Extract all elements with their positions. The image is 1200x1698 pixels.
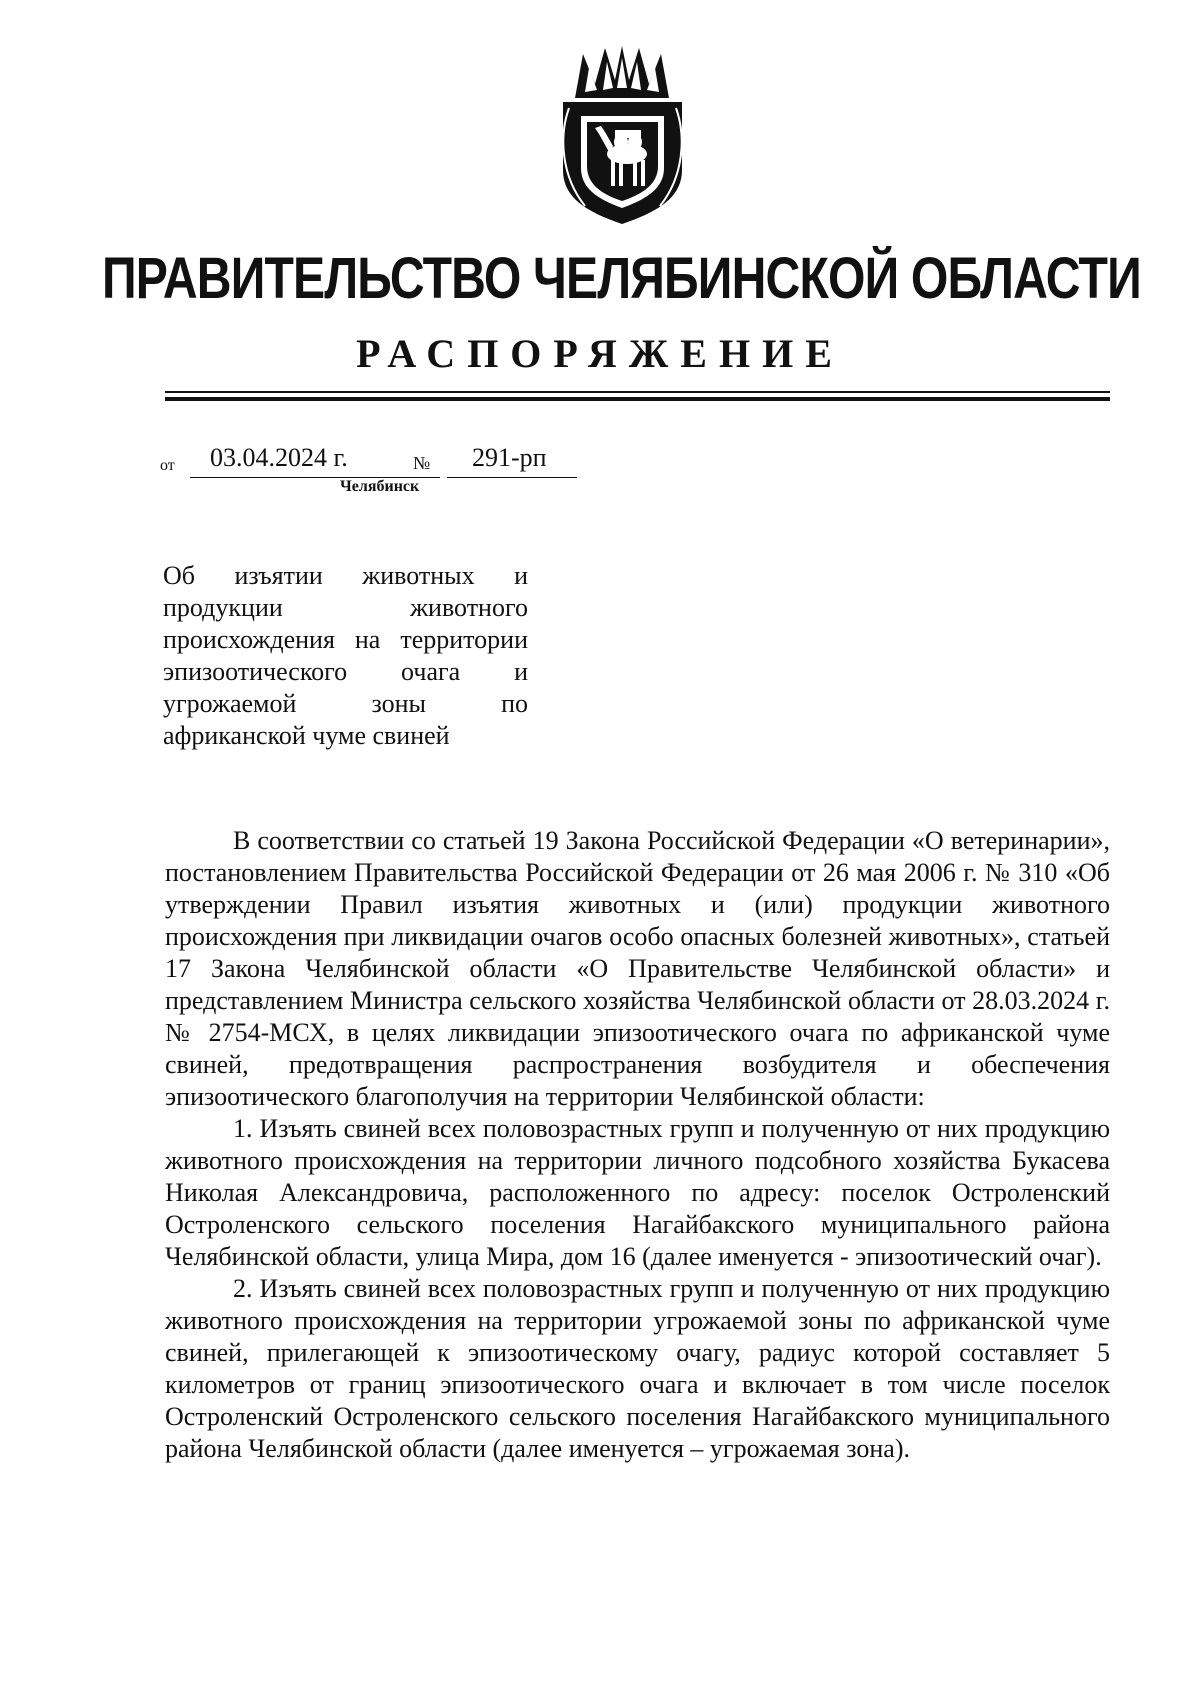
- document-type-title: РАСПОРЯЖЕНИЕ: [356, 331, 844, 376]
- date-prefix: от: [160, 457, 175, 474]
- document-meta: [160, 443, 660, 483]
- document-subject: Об изъятии животных и продукции животного происхождения на территории эпизоотического очага и угрожаемой зоны по африканской чуме свиней: [163, 561, 528, 750]
- header-divider-thick: [165, 397, 1110, 401]
- item-2-paragraph: 2. Изъять свиней всех половозрастных групп и полученную от них продукцию животного происхождения на территории угрожаемой зоны по африканской чуме свиней, прилегающей к эпизоотическому очагу, радиус которой составляет 5 километров от границ эпизоотического очага и включает в том числе поселок Остроленский Остроленского сельского поселения Нагайбакского муниципального района Челябинской области (далее именуется – угрожаемая зона).: [165, 1274, 1110, 1463]
- number-prefix: №: [413, 453, 431, 473]
- preamble-paragraph: В соответствии со статьей 19 Закона Российской Федерации «О ветеринарии», постановлением Правительства Российской Федерации от 26 мая 2006 г. № 310 «Об утверждении Правил изъятия животных и (или) продукции животного происхождения при ликвидации очагов особо опасных болезней животных», статьей 17 Закона Челябинской области «О Правительстве Челябинской области» и представлением Министра сельского хозяйства Челябинской области от 28.03.2024 г. № 2754-МСХ, в целях ликвидации эпизоотического очага по африканской чуме свиней, предотвращения распространения возбудителя и обеспечения эпизоотического благополучия на территории Челябинской области:: [165, 826, 1110, 1111]
- organization-title: ПРАВИТЕЛЬСТВО ЧЕЛЯБИНСКОЙ ОБЛАСТИ: [102, 246, 1141, 311]
- city-label: Челябинск: [340, 478, 420, 495]
- document-body: [165, 825, 1110, 1465]
- coat-of-arms-emblem: [555, 46, 690, 226]
- document-date: 03.04.2024 г.: [210, 443, 348, 472]
- header-divider-thin: [165, 391, 1110, 393]
- item-1-paragraph: 1. Изъять свиней всех половозрастных групп и полученную от них продукцию животного происхождения на территории личного подсобного хозяйства Букасева Николая Александровича, расположенного по адресу: поселок Остроленский Остроленского сельского поселения Нагайбакского муниципального района Челябинской области, улица Мира, дом 16 (далее именуется - эпизоотический очаг).: [165, 1114, 1110, 1271]
- document-number: 291-рп: [472, 443, 547, 472]
